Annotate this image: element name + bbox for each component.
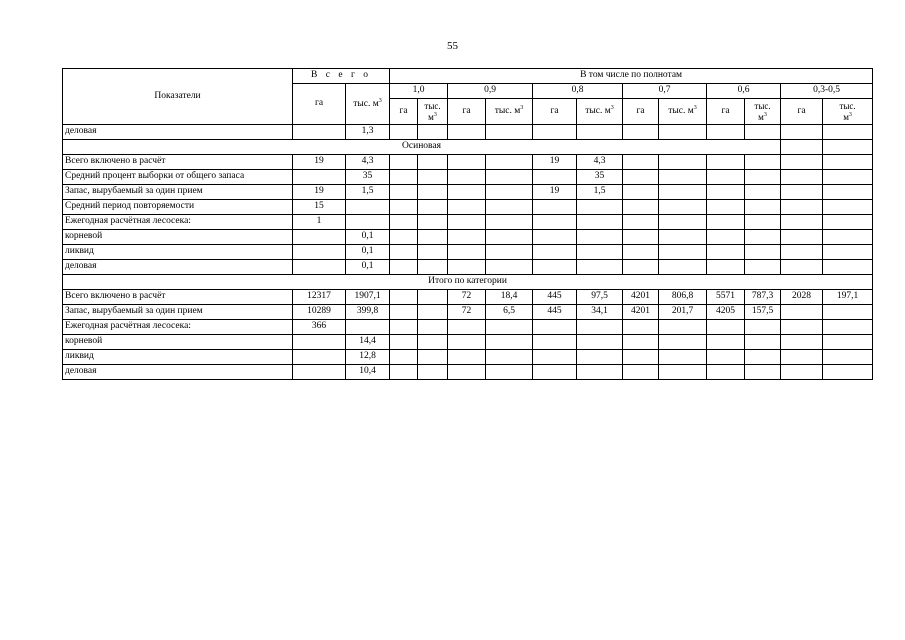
table-cell: 2028 (781, 290, 823, 305)
table-cell (707, 335, 745, 350)
table-cell (418, 245, 448, 260)
row-label: деловая (63, 260, 293, 275)
table-cell (486, 215, 533, 230)
table-cell (418, 155, 448, 170)
table-cell (623, 185, 659, 200)
table-cell (390, 185, 418, 200)
table-cell: 72 (448, 305, 486, 320)
table-row (63, 125, 873, 140)
table-cell: 157,5 (745, 305, 781, 320)
table-cell (745, 200, 781, 215)
table-cell (623, 245, 659, 260)
table-cell (623, 365, 659, 380)
table-cell (707, 155, 745, 170)
header-ha: га (781, 99, 823, 125)
header-indicators: Показатели (63, 69, 293, 125)
table-row (63, 365, 873, 380)
table-cell (781, 260, 823, 275)
table-cell (659, 200, 707, 215)
header-by-density: В том числе по полнотам (390, 69, 873, 84)
table-cell (707, 170, 745, 185)
table-cell (418, 320, 448, 335)
row-label: Всего включено в расчёт (63, 290, 293, 305)
table-cell: 1907,1 (346, 290, 390, 305)
row-label: Всего включено в расчёт (63, 155, 293, 170)
header-density-0-8: 0,8 (533, 84, 623, 99)
table-cell: 806,8 (659, 290, 707, 305)
table-cell (781, 215, 823, 230)
table-cell (293, 350, 346, 365)
table-cell (390, 125, 418, 140)
table-cell: 10289 (293, 305, 346, 320)
table-cell (448, 245, 486, 260)
table-cell: 5571 (707, 290, 745, 305)
table-cell (659, 125, 707, 140)
row-label: Средний период повторяемости (63, 200, 293, 215)
table-cell (346, 200, 390, 215)
table-cell (659, 260, 707, 275)
table-row (63, 320, 873, 335)
table-cell: 4,3 (346, 155, 390, 170)
table-cell (390, 320, 418, 335)
table-cell (707, 365, 745, 380)
table-cell (418, 260, 448, 275)
table-cell (486, 350, 533, 365)
header-total-m3: тыс. $м^3$ (346, 84, 390, 125)
section-row-aspen (63, 140, 873, 155)
table-cell (486, 170, 533, 185)
table-cell (745, 350, 781, 365)
table-cell: 12,8 (346, 350, 390, 365)
table-cell (448, 170, 486, 185)
table-cell: 1,3 (346, 125, 390, 140)
table-cell (293, 335, 346, 350)
table-row (63, 245, 873, 260)
section-title-total: Итого по категории (63, 275, 873, 290)
table-cell: 201,7 (659, 305, 707, 320)
table-cell: 35 (346, 170, 390, 185)
table-cell: 0,1 (346, 230, 390, 245)
table-cell (486, 365, 533, 380)
row-label: Средний процент выборки от общего запаса (63, 170, 293, 185)
table-row (63, 185, 873, 200)
table-cell: 14,4 (346, 335, 390, 350)
table-cell: 34,1 (577, 305, 623, 320)
table-row (63, 215, 873, 230)
table-cell: 19 (533, 155, 577, 170)
table-cell (448, 260, 486, 275)
table-cell (533, 230, 577, 245)
table-cell (823, 305, 873, 320)
table-cell (707, 320, 745, 335)
table-cell (781, 365, 823, 380)
table-cell (623, 350, 659, 365)
table-body (63, 125, 873, 380)
table-cell (577, 365, 623, 380)
table-cell (418, 200, 448, 215)
table-cell: 19 (533, 185, 577, 200)
table-cell (486, 335, 533, 350)
table-cell (293, 170, 346, 185)
table-cell: 4201 (623, 290, 659, 305)
table-cell (577, 125, 623, 140)
table-cell: 0,1 (346, 260, 390, 275)
row-label: Запас, вырубаемый за один прием (63, 305, 293, 320)
table-cell (823, 215, 873, 230)
table-cell: 18,4 (486, 290, 533, 305)
table-cell (577, 335, 623, 350)
table-cell (745, 230, 781, 245)
table-cell (486, 125, 533, 140)
table-cell (745, 170, 781, 185)
table-cell (659, 155, 707, 170)
table-cell (390, 290, 418, 305)
table-cell (707, 215, 745, 230)
table-cell (390, 245, 418, 260)
table-cell (823, 140, 873, 155)
table-cell (781, 140, 823, 155)
table-row (63, 305, 873, 320)
page-number: 55 (447, 40, 458, 52)
table-cell (448, 350, 486, 365)
header-row-1 (63, 69, 873, 84)
table-cell (577, 215, 623, 230)
table-cell (659, 350, 707, 365)
table-cell (346, 215, 390, 230)
table-cell (448, 215, 486, 230)
row-label: Запас, вырубаемый за один прием (63, 185, 293, 200)
header-ha: га (533, 99, 577, 125)
table-cell: 15 (293, 200, 346, 215)
row-label: Ежегодная расчётная лесосека: (63, 215, 293, 230)
table-cell (418, 335, 448, 350)
table-cell (486, 200, 533, 215)
table-cell (623, 170, 659, 185)
table-cell (707, 350, 745, 365)
table-cell (448, 320, 486, 335)
table-cell (533, 245, 577, 260)
header-m3-wrapped: тыс. $м^3$ (418, 99, 448, 125)
table-cell (486, 155, 533, 170)
table-cell (823, 335, 873, 350)
table-cell (577, 350, 623, 365)
table-cell (533, 125, 577, 140)
table-cell: 19 (293, 185, 346, 200)
table-cell (781, 200, 823, 215)
row-label: деловая (63, 365, 293, 380)
table-cell (623, 320, 659, 335)
section-title-aspen: Осиновая (63, 140, 781, 155)
table-cell (823, 200, 873, 215)
table-cell (293, 230, 346, 245)
table-cell (623, 125, 659, 140)
table-cell: 72 (448, 290, 486, 305)
header-density-0-7: 0,7 (623, 84, 707, 99)
table-cell (823, 125, 873, 140)
table-cell (390, 170, 418, 185)
table-cell (390, 335, 418, 350)
table-cell (577, 230, 623, 245)
table-cell (745, 365, 781, 380)
table-cell (659, 170, 707, 185)
header-density-0-6: 0,6 (707, 84, 781, 99)
table-cell (533, 215, 577, 230)
row-label: ликвид (63, 245, 293, 260)
table-cell (418, 305, 448, 320)
table-cell (745, 245, 781, 260)
table-row (63, 200, 873, 215)
table-cell (707, 125, 745, 140)
table-cell (486, 230, 533, 245)
table-cell (533, 260, 577, 275)
table-cell (293, 260, 346, 275)
table-cell: 12317 (293, 290, 346, 305)
table-cell (448, 125, 486, 140)
table-cell (659, 230, 707, 245)
table-cell (418, 215, 448, 230)
row-label: ликвид (63, 350, 293, 365)
table-cell (486, 320, 533, 335)
table-cell: 4201 (623, 305, 659, 320)
table-cell: 19 (293, 155, 346, 170)
table-cell (418, 365, 448, 380)
header-ha: га (448, 99, 486, 125)
header-density-0-3-0-5: 0,3-0,5 (781, 84, 873, 99)
table-cell (707, 260, 745, 275)
table-cell (781, 350, 823, 365)
table-row (63, 155, 873, 170)
table-cell (390, 215, 418, 230)
table-cell (418, 125, 448, 140)
table-cell (707, 230, 745, 245)
table-cell (623, 155, 659, 170)
table-cell (781, 320, 823, 335)
header-total: В с е г о (293, 69, 390, 84)
table-cell (781, 155, 823, 170)
table-cell (707, 245, 745, 260)
table-cell (418, 350, 448, 365)
table-cell (533, 350, 577, 365)
table-cell (418, 170, 448, 185)
table-cell: 445 (533, 290, 577, 305)
table-row (63, 350, 873, 365)
table-row (63, 170, 873, 185)
table-cell (418, 185, 448, 200)
table-cell (390, 365, 418, 380)
table-cell (781, 335, 823, 350)
header-density-0-9: 0,9 (448, 84, 533, 99)
table-cell (418, 290, 448, 305)
table-row (63, 230, 873, 245)
table-cell (577, 260, 623, 275)
table-cell (448, 335, 486, 350)
table-cell (623, 200, 659, 215)
table-cell (533, 170, 577, 185)
table-cell (781, 185, 823, 200)
header-m3: тыс. $м^3$ (577, 99, 623, 125)
table-cell (486, 245, 533, 260)
table-cell (659, 215, 707, 230)
table-cell: 787,3 (745, 290, 781, 305)
table-cell (781, 245, 823, 260)
header-m3-wrapped: тыс. $м^3$ (745, 99, 781, 125)
table-cell (823, 155, 873, 170)
table-cell (823, 320, 873, 335)
table-cell (823, 185, 873, 200)
table-cell (659, 320, 707, 335)
table-cell (659, 185, 707, 200)
row-label: корневой (63, 230, 293, 245)
table-cell: 1 (293, 215, 346, 230)
table-cell (448, 155, 486, 170)
table-cell (745, 125, 781, 140)
table-cell (707, 185, 745, 200)
table-cell (577, 245, 623, 260)
table-cell: 197,1 (823, 290, 873, 305)
table-cell (486, 185, 533, 200)
table-cell: 366 (293, 320, 346, 335)
table-cell (823, 260, 873, 275)
table-cell (346, 320, 390, 335)
table-cell (448, 230, 486, 245)
table-cell (823, 245, 873, 260)
table-cell (781, 125, 823, 140)
table-cell (293, 365, 346, 380)
table-cell (533, 200, 577, 215)
table-cell: 4205 (707, 305, 745, 320)
table-cell (781, 305, 823, 320)
table-cell: 399,8 (346, 305, 390, 320)
table-cell (390, 305, 418, 320)
table-cell (448, 185, 486, 200)
table-cell (707, 200, 745, 215)
table-cell (533, 320, 577, 335)
table-cell (745, 320, 781, 335)
table-cell (448, 200, 486, 215)
table-cell (533, 365, 577, 380)
table-cell (781, 170, 823, 185)
table-cell (745, 335, 781, 350)
table-cell: 1,5 (346, 185, 390, 200)
table-cell: 0,1 (346, 245, 390, 260)
table-cell (390, 155, 418, 170)
header-ha: га (623, 99, 659, 125)
table-cell: 445 (533, 305, 577, 320)
table-cell (745, 155, 781, 170)
header-ha: га (390, 99, 418, 125)
table-cell (293, 245, 346, 260)
table-cell: 97,5 (577, 290, 623, 305)
forest-table (62, 68, 873, 380)
row-label: корневой (63, 335, 293, 350)
table-cell: 6,5 (486, 305, 533, 320)
table-cell (745, 260, 781, 275)
table-cell (781, 230, 823, 245)
table-cell: 4,3 (577, 155, 623, 170)
header-m3: тыс. $м^3$ (659, 99, 707, 125)
table-cell (823, 230, 873, 245)
section-row-total (63, 275, 873, 290)
table-cell (823, 170, 873, 185)
table-cell (390, 200, 418, 215)
table-cell (823, 365, 873, 380)
header-ha: га (707, 99, 745, 125)
header-density-1-0: 1,0 (390, 84, 448, 99)
table-row (63, 260, 873, 275)
table-cell: 1,5 (577, 185, 623, 200)
table-cell (659, 365, 707, 380)
table-cell (486, 260, 533, 275)
table-cell (390, 230, 418, 245)
table-cell (745, 185, 781, 200)
table-cell (745, 215, 781, 230)
table-cell (533, 335, 577, 350)
table-cell (293, 125, 346, 140)
table-cell (390, 350, 418, 365)
table-cell (623, 260, 659, 275)
table-cell (823, 350, 873, 365)
table-cell (659, 335, 707, 350)
table-cell (659, 245, 707, 260)
table-cell (623, 335, 659, 350)
table-cell (418, 230, 448, 245)
row-label: Ежегодная расчётная лесосека: (63, 320, 293, 335)
table-row (63, 335, 873, 350)
header-total-ha: га (293, 84, 346, 125)
table-cell (448, 365, 486, 380)
table-cell (623, 215, 659, 230)
table-cell (390, 260, 418, 275)
table-cell: 10,4 (346, 365, 390, 380)
table-cell (577, 200, 623, 215)
header-m3-wrapped: тыс. $м^3$ (823, 99, 873, 125)
row-label: деловая (63, 125, 293, 140)
table-cell (623, 230, 659, 245)
table-row (63, 290, 873, 305)
table-cell: 35 (577, 170, 623, 185)
header-m3: тыс. $м^3$ (486, 99, 533, 125)
table-cell (577, 320, 623, 335)
